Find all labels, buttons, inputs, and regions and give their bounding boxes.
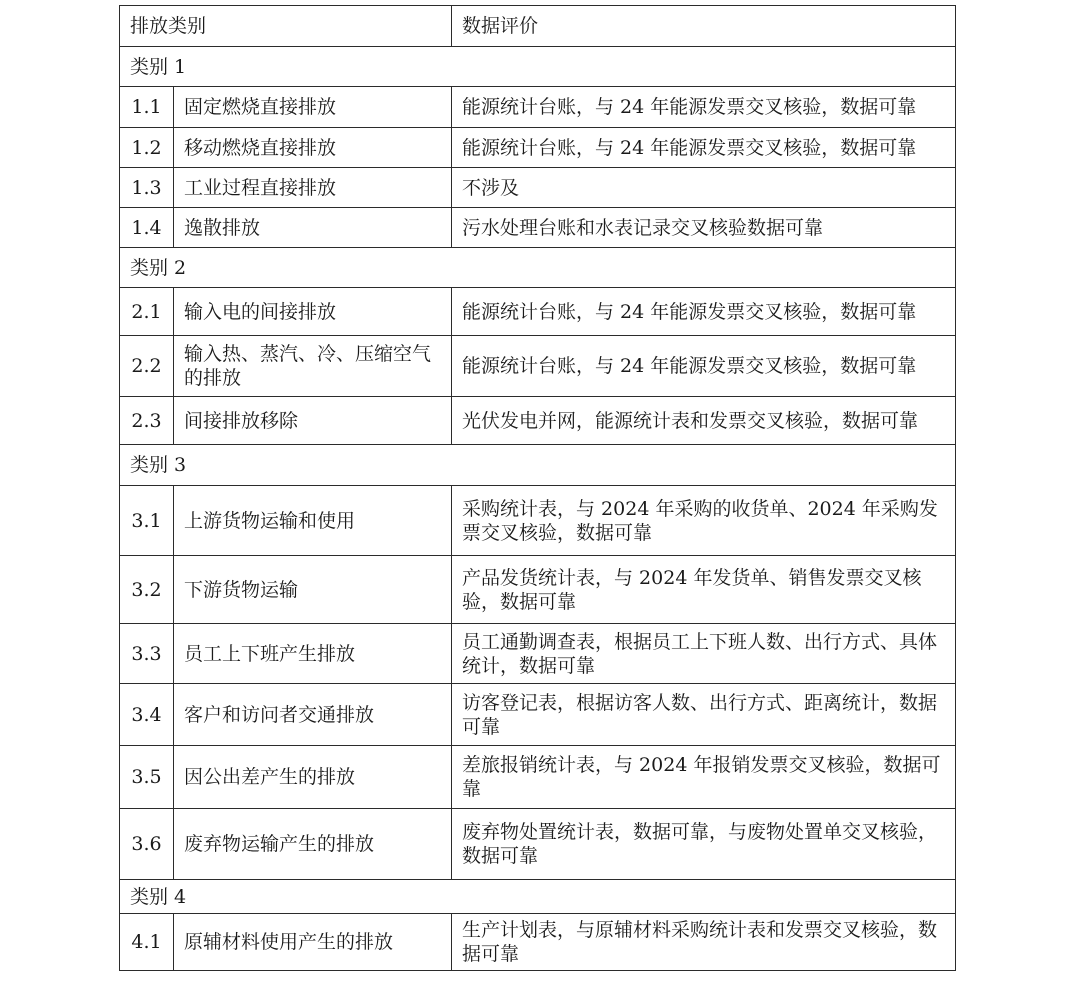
table-row <box>120 624 956 684</box>
row-name: 逸散排放 <box>174 208 452 248</box>
row-name: 输入电的间接排放 <box>174 288 452 336</box>
row-name: 因公出差产生的排放 <box>174 746 452 809</box>
row-evaluation: 污水处理台账和水表记录交叉核验数据可靠 <box>452 208 956 248</box>
row-evaluation: 员工通勤调查表，根据员工上下班人数、出行方式、具体统计，数据可靠 <box>452 624 956 684</box>
table-row <box>120 87 956 128</box>
row-id: 3.1 <box>120 486 174 556</box>
row-evaluation: 产品发货统计表，与 2024 年发货单、销售发票交叉核验，数据可靠 <box>452 556 956 624</box>
row-evaluation: 能源统计台账，与 24 年能源发票交叉核验，数据可靠 <box>452 87 956 128</box>
row-id: 1.2 <box>120 128 174 168</box>
row-evaluation: 能源统计台账，与 24 年能源发票交叉核验，数据可靠 <box>452 288 956 336</box>
table-row <box>120 486 956 556</box>
header-category-cell: 排放类别 <box>120 6 452 47</box>
row-name: 废弃物运输产生的排放 <box>174 809 452 880</box>
emissions-evaluation-table <box>119 5 956 971</box>
row-name: 原辅材料使用产生的排放 <box>174 914 452 971</box>
table-row <box>120 746 956 809</box>
section-row <box>120 248 956 288</box>
row-id: 3.3 <box>120 624 174 684</box>
row-id: 2.2 <box>120 336 174 397</box>
row-name: 客户和访问者交通排放 <box>174 684 452 746</box>
row-id: 2.1 <box>120 288 174 336</box>
row-evaluation: 能源统计台账，与 24 年能源发票交叉核验，数据可靠 <box>452 128 956 168</box>
row-evaluation: 采购统计表，与 2024 年采购的收货单、2024 年采购发票交叉核验，数据可靠 <box>452 486 956 556</box>
row-evaluation: 光伏发电并网，能源统计表和发票交叉核验，数据可靠 <box>452 397 956 445</box>
section-title: 类别 4 <box>120 880 956 914</box>
row-evaluation: 能源统计台账，与 24 年能源发票交叉核验，数据可靠 <box>452 336 956 397</box>
section-row <box>120 880 956 914</box>
row-name: 工业过程直接排放 <box>174 168 452 208</box>
row-name: 下游货物运输 <box>174 556 452 624</box>
table-row <box>120 168 956 208</box>
table-row <box>120 556 956 624</box>
table-row <box>120 336 956 397</box>
row-name: 输入热、蒸汽、冷、压缩空气的排放 <box>174 336 452 397</box>
row-evaluation: 生产计划表，与原辅材料采购统计表和发票交叉核验，数据可靠 <box>452 914 956 971</box>
table-row <box>120 288 956 336</box>
section-title: 类别 1 <box>120 47 956 87</box>
table-row <box>120 397 956 445</box>
row-name: 间接排放移除 <box>174 397 452 445</box>
row-id: 3.4 <box>120 684 174 746</box>
header-evaluation-cell: 数据评价 <box>452 6 956 47</box>
row-name: 移动燃烧直接排放 <box>174 128 452 168</box>
section-row <box>120 445 956 486</box>
table-row <box>120 208 956 248</box>
table-row <box>120 128 956 168</box>
table-row <box>120 809 956 880</box>
section-row <box>120 47 956 87</box>
table-row <box>120 684 956 746</box>
table-header-row <box>120 6 956 47</box>
row-id: 3.2 <box>120 556 174 624</box>
row-id: 3.5 <box>120 746 174 809</box>
row-evaluation: 差旅报销统计表，与 2024 年报销发票交叉核验，数据可靠 <box>452 746 956 809</box>
row-name: 上游货物运输和使用 <box>174 486 452 556</box>
row-name: 员工上下班产生排放 <box>174 624 452 684</box>
row-id: 1.4 <box>120 208 174 248</box>
row-id: 1.3 <box>120 168 174 208</box>
section-title: 类别 3 <box>120 445 956 486</box>
table-row <box>120 914 956 971</box>
row-id: 4.1 <box>120 914 174 971</box>
row-evaluation: 废弃物处置统计表，数据可靠，与废物处置单交叉核验，数据可靠 <box>452 809 956 880</box>
row-id: 2.3 <box>120 397 174 445</box>
row-evaluation: 不涉及 <box>452 168 956 208</box>
row-evaluation: 访客登记表，根据访客人数、出行方式、距离统计，数据可靠 <box>452 684 956 746</box>
row-name: 固定燃烧直接排放 <box>174 87 452 128</box>
row-id: 3.6 <box>120 809 174 880</box>
row-id: 1.1 <box>120 87 174 128</box>
section-title: 类别 2 <box>120 248 956 288</box>
